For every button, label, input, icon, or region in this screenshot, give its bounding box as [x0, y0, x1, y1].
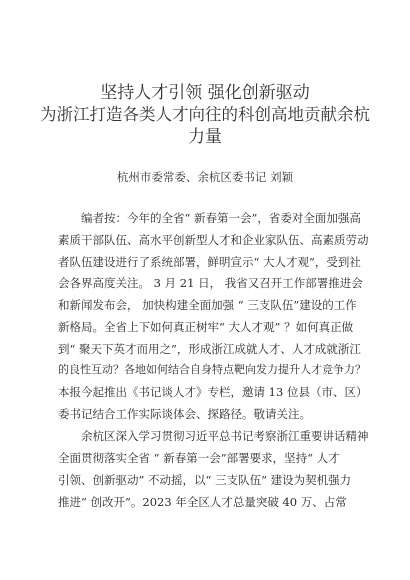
article-title-line-2: 为浙江打造各类人才向往的科创高地贡献余杭	[40, 105, 370, 124]
editor-note-line: 素质干部队伍、高水平创新型人才和企业家队伍、高素质劳动	[58, 233, 369, 247]
editor-note-line: 到“ 聚天下英才而用之”，形成浙江成就人才、人才成就浙江	[58, 342, 361, 356]
editor-note-line: 本报今起推出《书记谈人才》专栏，邀请 13 位县（市、区）	[58, 385, 368, 399]
article-title-line-1: 坚持人才引领 强化创新驱动	[100, 83, 310, 103]
author-byline: 杭州市委常委、余杭区委书记 刘颖	[116, 170, 294, 184]
editor-note-line: 会各界高度关注。 3 月 21 日， 我省又召开工作部署推进会	[58, 276, 363, 290]
editor-note-line: 和新闻发布会， 加快构建全面加强 “ 三支队伍”建设的工作	[58, 298, 357, 312]
editor-note-line: 者队伍建设进行了系统部署，鲜明宣示“ 大人才观”，受到社	[58, 255, 361, 269]
body-text-line: 引领、创新驱动” 不动摇，以“ 三支队伍” 建设为契机强力	[58, 473, 352, 487]
editor-note-line: 编者按：今年的全省“ 新春第一会”，省委对全面加强高	[81, 211, 361, 225]
body-text-line: 推进“ 创改开”。2023 年全区人才总量突破 40 万、占常	[58, 495, 347, 509]
editor-note-line: 的良性互动？各地如何结合自身特点靶向发力提升人才竞争力？	[58, 363, 366, 376]
editor-note-line: 新格局。全省上下如何真正树牢“ 大人才观” ？如何真正做	[58, 320, 354, 334]
editor-note-line: 委书记结合工作实际谈体会、探路径。敬请关注。	[58, 407, 311, 421]
article-title-line-3: 力量	[188, 127, 222, 147]
body-text-line: 全面贯彻落实全省 “ 新春第一会”部署要求，坚持“ 人才	[58, 451, 340, 465]
body-text-line: 余杭区深入学习贯彻习近平总书记考察浙江重要讲话精神	[81, 429, 369, 443]
